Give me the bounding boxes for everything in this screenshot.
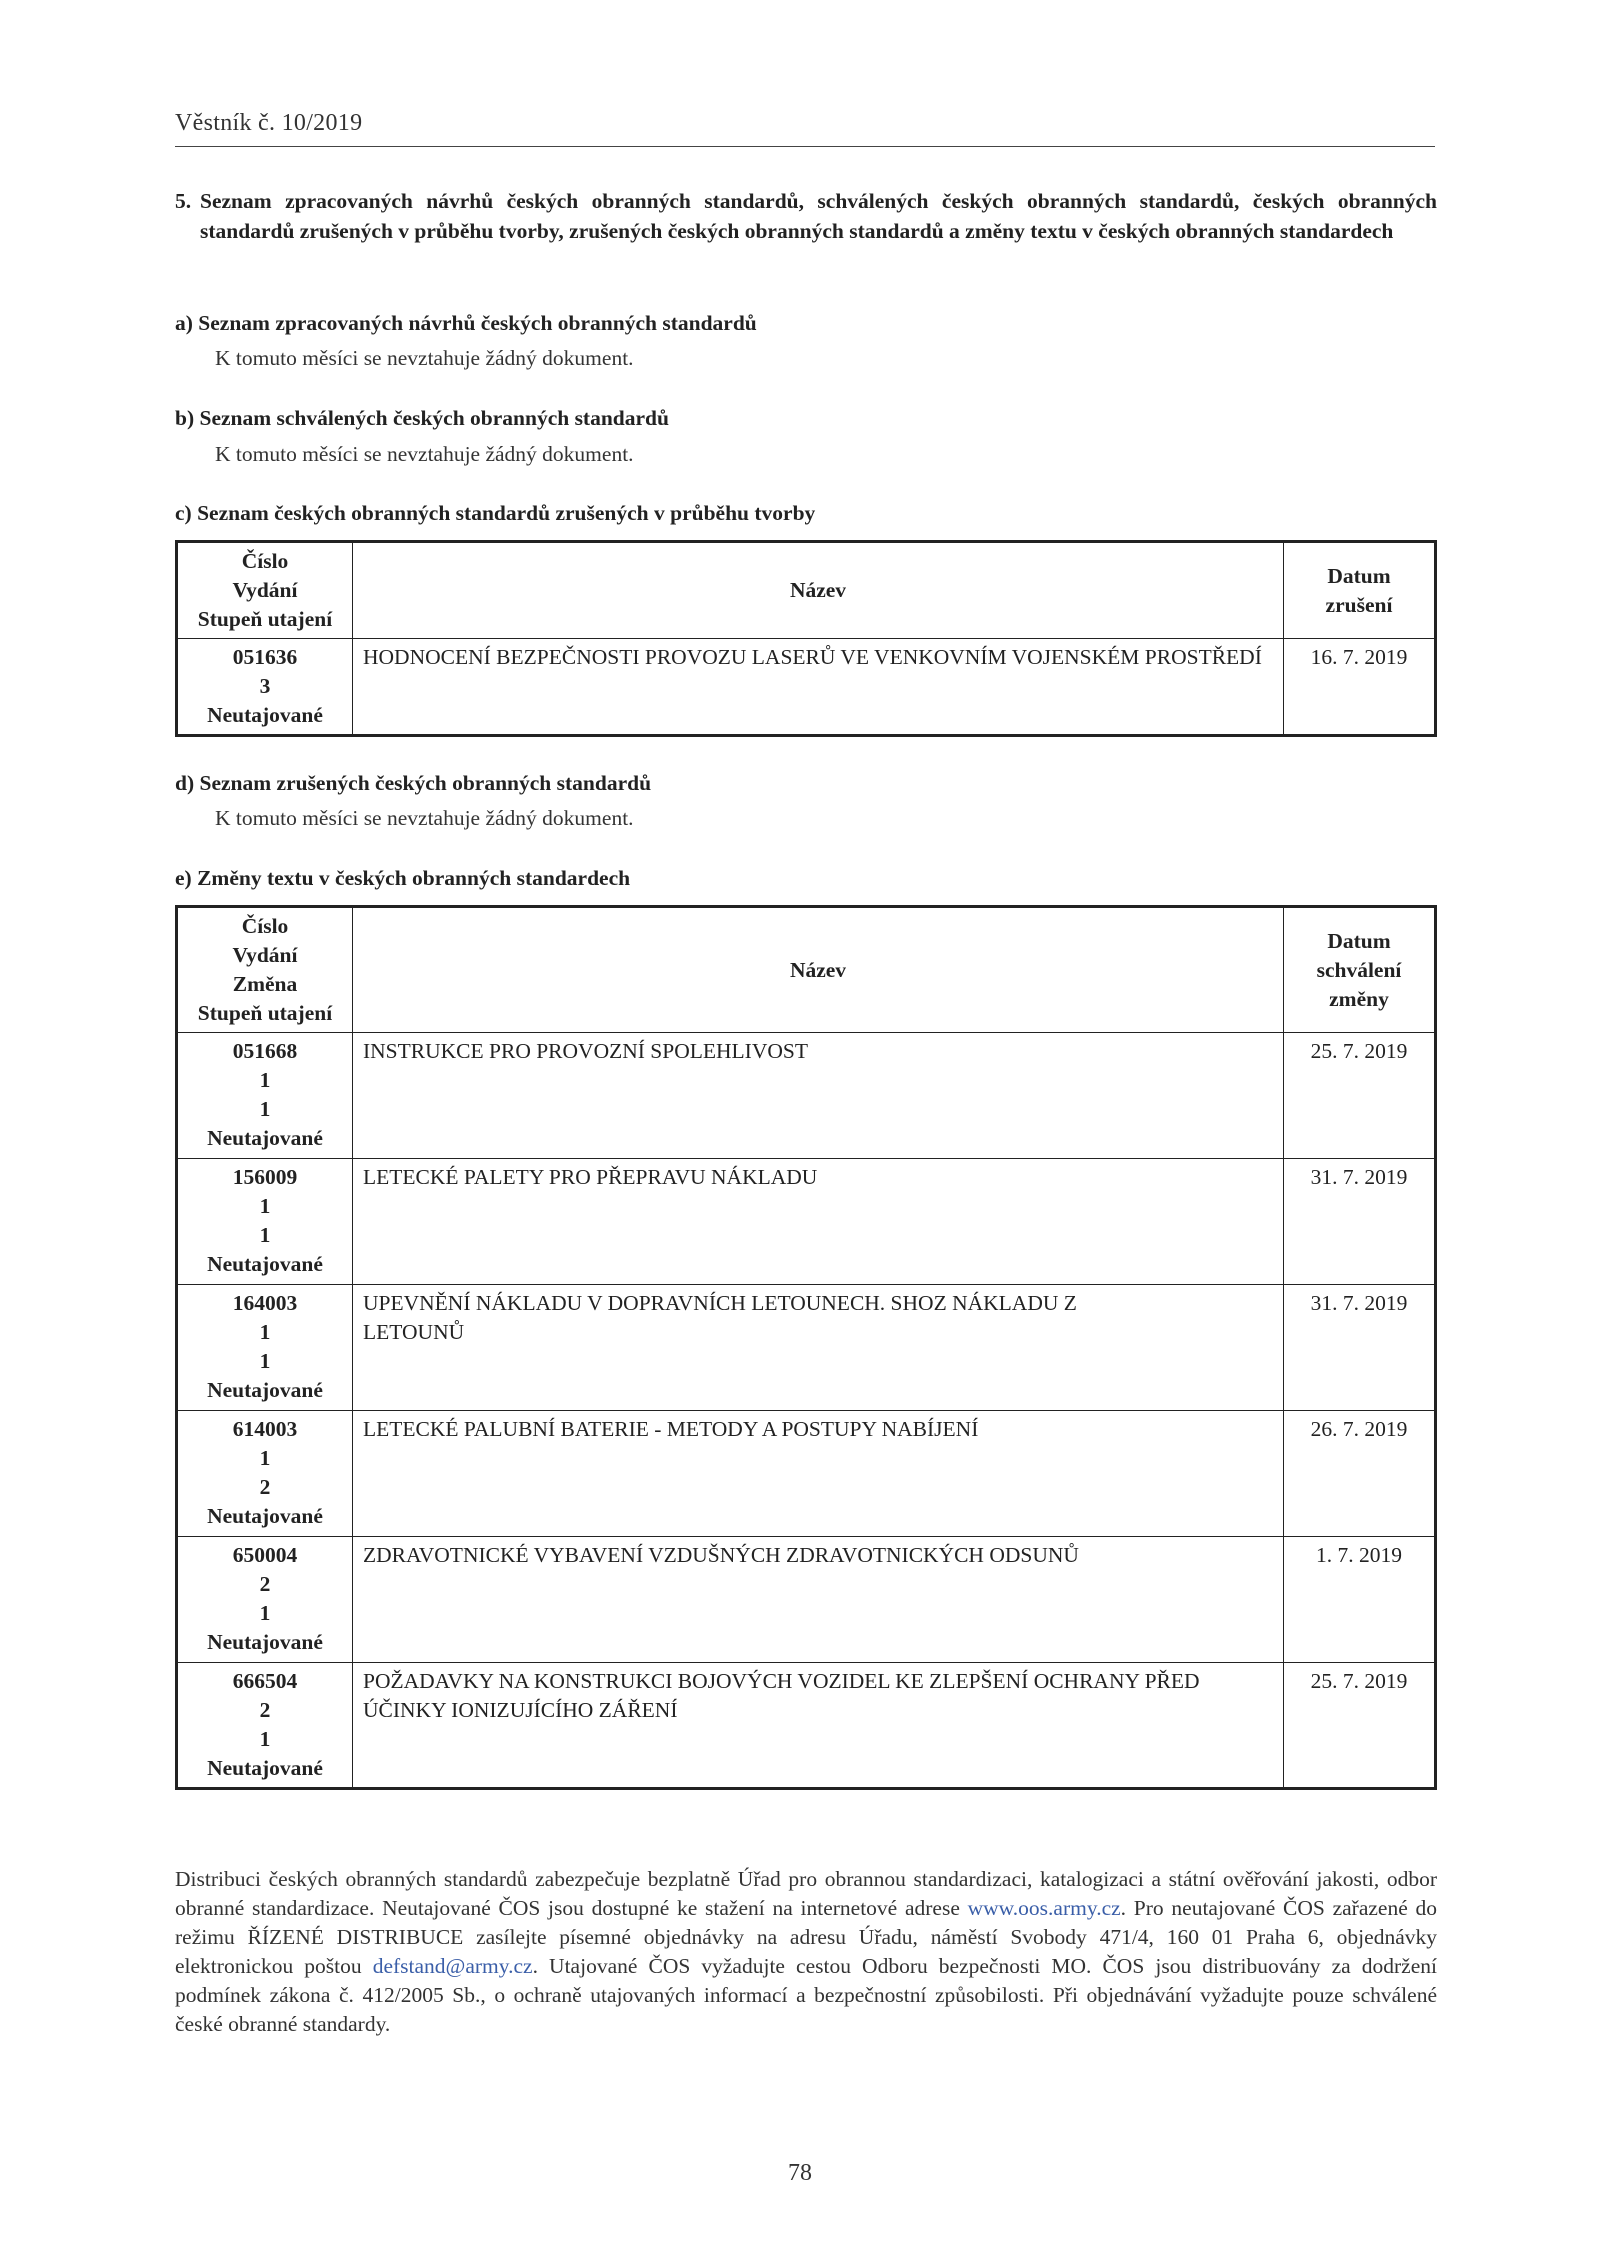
table-row: [177, 1285, 1436, 1411]
cell-nazev: INSTRUKCE PRO PROVOZNÍ SPOLEHLIVOST: [353, 1033, 1284, 1159]
table-row: [177, 1033, 1436, 1159]
cell-datum: 16. 7. 2019: [1284, 639, 1436, 736]
table-row: [177, 639, 1436, 736]
cell-identifiers: 051636 3 Neutajované: [177, 639, 353, 736]
section-d-heading: d) Seznam zrušených českých obranných standardů: [175, 771, 652, 795]
section-b-heading: b) Seznam schválených českých obranných standardů: [175, 406, 669, 430]
cell-datum: 31. 7. 2019: [1284, 1285, 1436, 1411]
running-header: Věstník č. 10/2019: [175, 110, 363, 136]
table-row: [177, 1411, 1436, 1537]
section-b-note: K tomuto měsíci se nevztahuje žádný dokument.: [215, 442, 634, 466]
cell-identifiers: 156009 1 1 Neutajované: [177, 1159, 353, 1285]
section-e-heading: e) Změny textu v českých obranných standardech: [175, 866, 631, 890]
cell-identifiers: 051668 1 1 Neutajované: [177, 1033, 353, 1159]
cell-nazev: ZDRAVOTNICKÉ VYBAVENÍ VZDUŠNÝCH ZDRAVOTNICKÝCH ODSUNŮ: [353, 1537, 1284, 1663]
table-row: [177, 1537, 1436, 1663]
header-datum-zruseni: Datum zrušení: [1284, 542, 1436, 639]
table-row: [177, 1159, 1436, 1285]
oos-website-link[interactable]: www.oos.army.cz: [967, 1896, 1121, 1920]
section-c-heading: c) Seznam českých obranných standardů zrušených v průběhu tvorby: [175, 501, 816, 525]
cell-identifiers: 614003 1 2 Neutajované: [177, 1411, 353, 1537]
header-cislo-vydani-zmena-stupen: Číslo Vydání Změna Stupeň utajení: [177, 907, 353, 1033]
cell-identifiers: 650004 2 1 Neutajované: [177, 1537, 353, 1663]
section-d-note: K tomuto měsíci se nevztahuje žádný dokument.: [215, 806, 634, 830]
cell-datum: 26. 7. 2019: [1284, 1411, 1436, 1537]
cell-nazev: LETECKÉ PALETY PRO PŘEPRAVU NÁKLADU: [353, 1159, 1284, 1285]
cell-datum: 1. 7. 2019: [1284, 1537, 1436, 1663]
cell-datum: 25. 7. 2019: [1284, 1033, 1436, 1159]
header-rule: [175, 146, 1435, 147]
cell-nazev: HODNOCENÍ BEZPEČNOSTI PROVOZU LASERŮ VE VENKOVNÍM VOJENSKÉM PROSTŘEDÍ: [353, 639, 1284, 736]
section-5-number: 5.: [175, 189, 192, 213]
defstand-email-link[interactable]: defstand@army.cz: [372, 1954, 533, 1978]
header-datum-schvaleni: Datum schválení změny: [1284, 907, 1436, 1033]
cell-nazev: LETECKÉ PALUBNÍ BATERIE - METODY A POSTUPY NABÍJENÍ: [353, 1411, 1284, 1537]
table-row: [177, 1663, 1436, 1789]
cell-identifiers: 666504 2 1 Neutajované: [177, 1663, 353, 1789]
section-5-text: Seznam zpracovaných návrhů českých obranných standardů, schválených českých obranných standardů, českých obranných standardů zrušených v průběhu tvorby, zrušených českých obranných standardů a změny textu v českých obranných standardech: [200, 189, 1437, 243]
section-a-heading: a) Seznam zpracovaných návrhů českých obranných standardů: [175, 311, 757, 335]
cell-nazev: UPEVNĚNÍ NÁKLADU V DOPRAVNÍCH LETOUNECH. SHOZ NÁKLADU Z LETOUNŮ: [353, 1285, 1284, 1411]
page-number: 78: [788, 2160, 812, 2186]
section-a-note: K tomuto měsíci se nevztahuje žádný dokument.: [215, 346, 634, 370]
cell-datum: 25. 7. 2019: [1284, 1663, 1436, 1789]
cell-nazev: POŽADAVKY NA KONSTRUKCI BOJOVÝCH VOZIDEL KE ZLEPŠENÍ OCHRANY PŘED ÚČINKY IONIZUJÍCÍHO ZÁŘENÍ: [353, 1663, 1284, 1789]
cell-datum: 31. 7. 2019: [1284, 1159, 1436, 1285]
section-5-title: [175, 186, 1437, 246]
header-nazev: Název: [353, 907, 1284, 1033]
header-cislo-vydani-stupen: Číslo Vydání Stupeň utajení: [177, 542, 353, 639]
header-nazev: Název: [353, 542, 1284, 639]
table-text-changes: [175, 905, 1437, 1790]
distribution-note: Distribuci českých obranných standardů zabezpečuje bezplatně Úřad pro obrannou standardizaci, katalogizaci a státní ověřování jakosti, odbor obranné standardizace. Neutajované ČOS jsou dostupné ke stažení na internetové adrese www.oos.army.cz. Pro neutajované ČOS zařazené do režimu ŘÍZENÉ DISTRIBUCE zasílejte písemné objednávky na adresu Úřadu, náměstí Svobody 471/4, 160 01 Praha 6, objednávky elektronickou poštou defstand@army.cz. Utajované ČOS vyžadujte cestou Odboru bezpečnosti MO. ČOS jsou distribuovány za dodržení podmínek zákona č. 412/2005 Sb., o ochraně utajovaných informací a bezpečnostní způsobilosti. Při objednávání vyžadujte pouze schválené české obranné standardy.: [175, 1867, 1437, 2036]
table-cancelled-during-drafting: [175, 540, 1437, 737]
cell-identifiers: 164003 1 1 Neutajované: [177, 1285, 353, 1411]
